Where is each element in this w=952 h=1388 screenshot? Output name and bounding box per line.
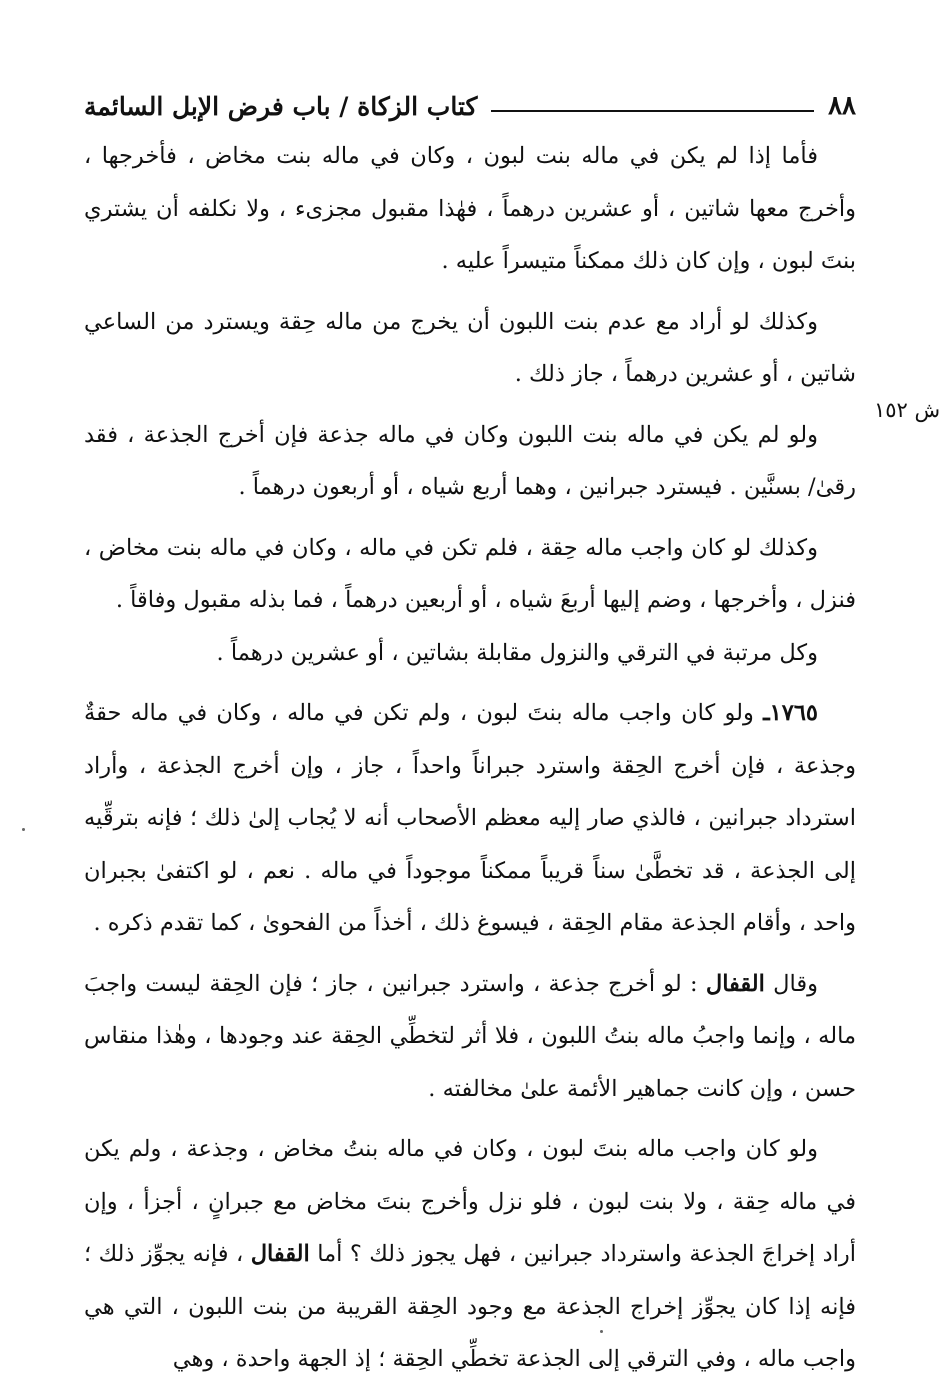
- scholar-name: القفال: [705, 970, 765, 997]
- paragraph: وكذلك لو أراد مع عدم بنت اللبون أن يخرج من ماله حِقة ويسترد من الساعي شاتين ، أو عشرين درهماً ، جاز ذلك .: [84, 308, 856, 387]
- paragraph: وكل مرتبة في الترقي والنزول مقابلة بشاتين ، أو عشرين درهماً .: [216, 639, 818, 666]
- header-rule: [491, 110, 814, 112]
- body-text: [84, 130, 856, 1386]
- paragraph: وقال القفال : لو أخرج جذعة ، واسترد جبرانين ، جاز ؛ فإن الحِقة ليست واجبَ ماله ، وإنما واجبُ ماله بنتُ اللبون ، فلا أثر لتخطِّي الحِقة عند وجودها ، وهٰذا منقاس حسن ، وإن كانت جماهير الأئمة علىٰ مخالفته .: [84, 970, 856, 1102]
- header-title: كتاب الزكاة / باب فرض الإبل السائمة: [84, 91, 478, 121]
- page-number: ٨٨: [828, 91, 856, 121]
- scholar-name: القفال: [250, 1241, 310, 1267]
- margin-reference: ش ١٥٢: [874, 398, 941, 422]
- paragraph: وكذلك لو كان واجب ماله حِقة ، فلم تكن في ماله ، وكان في ماله بنت مخاض ، فنزل ، وأخرجها ، وضم إليها أربعَ شياه ، أو أربعين درهماً ، فما بذله مقبول وفاقاً .: [84, 534, 856, 613]
- paragraph: فأما إذا لم يكن في ماله بنت لبون ، وكان في ماله بنت مخاض ، فأخرجها ، وأخرج معها شاتين ، أو عشرين درهماً ، فهٰذا مقبول مجزىء ، ولا نكلفه أن يشتري بنتَ لبون ، وإن كان ذلك ممكناً متيسراً عليه .: [84, 143, 856, 274]
- scan-speck: [600, 1330, 603, 1333]
- running-header: [84, 86, 856, 126]
- scan-speck: [22, 828, 25, 831]
- paragraph: ولو كان واجب ماله بنتَ لبون ، وكان في ماله بنتُ مخاض ، وجذعة ، ولم يكن في ماله حِقة ، ولا بنت لبون ، فلو نزل وأخرج بنتَ مخاض مع جبرانٍ ، أجزأ ، وإن أراد إخراجَ الجذعة واسترداد جبرانين ، فهل يجوز ذلك ؟ أما القفال ، فإنه يجوِّز ذلك ؛ فإنه إذا كان يجوِّز إخراج الجذعة مع وجود الحِقة القريبة من بنت اللبون ، التي هي واجب ماله ، وفي الترقي إلى الجذعة تخطِّي الحِقة ؛ إذ الجهة واحدة ، وهي: [84, 1136, 856, 1372]
- paragraph: ولو لم يكن في ماله بنت اللبون وكان في ماله جذعة فإن أخرج الجذعة ، فقد رقىٰ/ بسنَّين . فيسترد جبرانين ، وهما أربع شياه ، أو أربعون درهماً .: [84, 421, 856, 500]
- paragraph-numbered: ١٧٦٥ـ ولو كان واجب ماله بنتَ لبون ، ولم تكن في ماله ، وكان في ماله حقةٌ وجذعة ، فإن أخرج الحِقة واسترد جبراناً واحداً ، جاز ، وإن أخرج الجذعة ، وأراد استرداد جبرانين ، فالذي صار إليه معظم الأصحاب أنه لا يُجاب إلىٰ ذلك ؛ فإنه بترقِّيه إلى الجذعة ، قد تخطَّىٰ سناً قريباً ممكناً موجوداً في ماله . نعم ، لو اكتفىٰ بجبران واحد ، وأقام الجذعة مقام الحِقة ، فيسوغ ذلك ، أخذاً من الفحوىٰ ، كما تقدم ذكره .: [84, 700, 856, 936]
- section-number: ١٧٦٥ـ: [763, 700, 818, 726]
